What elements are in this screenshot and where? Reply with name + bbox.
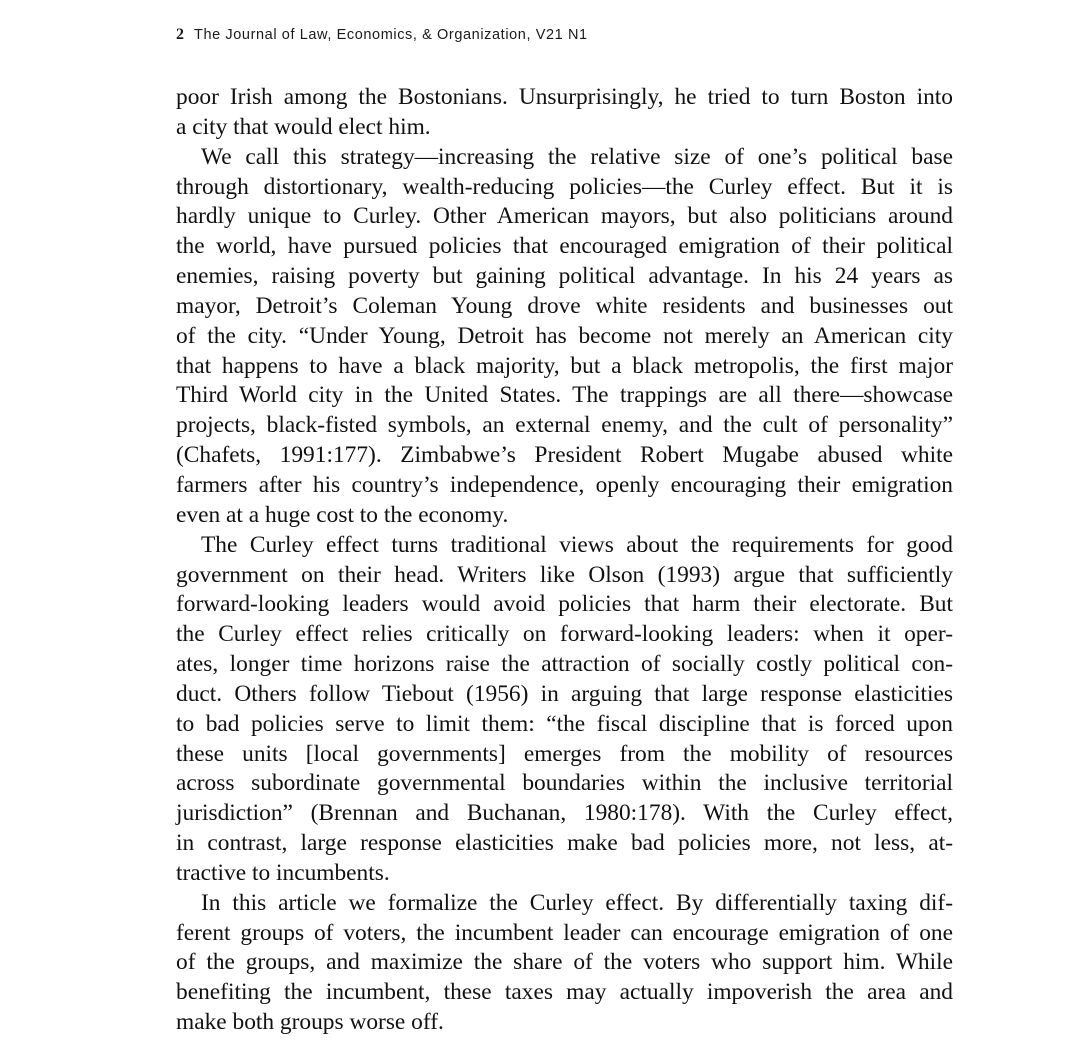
text-line: that happens to have a black majority, but a black metropolis, the first major (176, 352, 953, 379)
page-number: 2 (176, 26, 184, 43)
text-line: We call this strategy—increasing the relative size of one’s political base (201, 143, 953, 170)
text-line: mayor, Detroit’s Coleman Young drove white residents and businesses out (176, 292, 953, 319)
text-line: in contrast, large response elasticities make bad policies more, not less, at- (176, 830, 953, 857)
text-line: poor Irish among the Bostonians. Unsurprisingly, he tried to turn Boston into (176, 84, 953, 110)
text-line: Third World city in the United States. The trappings are all there—showcase (176, 382, 953, 409)
text-line: through distortionary, wealth-reducing policies—the Curley effect. But it is (176, 173, 953, 200)
text-line: tractive to incumbents. (176, 859, 390, 886)
text-line: the Curley effect relies critically on forward-looking leaders: when it oper- (176, 621, 953, 648)
body-text (176, 83, 953, 1038)
text-line: (Chafets, 1991:177). Zimbabwe’s President Robert Mugabe abused white (176, 442, 953, 469)
text-line: farmers after his country’s independence, openly encouraging their emigration (176, 471, 953, 498)
text-line: benefiting the incumbent, these taxes may actually impoverish the area and (176, 979, 953, 1006)
paragraph-3 (176, 531, 953, 889)
text-line: the world, have pursued policies that encouraged emigration of their political (176, 233, 953, 260)
text-line: hardly unique to Curley. Other American mayors, but also politicians around (176, 203, 953, 230)
paragraph-2 (176, 143, 953, 531)
text-line: ates, longer time horizons raise the attraction of socially costly political con- (176, 651, 953, 678)
text-line: government on their head. Writers like Olson (1993) argue that sufficiently (176, 561, 953, 588)
text-line: of the groups, and maximize the share of the voters who support him. While (176, 949, 953, 976)
journal-title: The Journal of Law, Economics, & Organization, V21 N1 (194, 27, 588, 43)
text-line: jurisdiction” (Brennan and Buchanan, 1980:178). With the Curley effect, (176, 800, 953, 827)
running-head (176, 26, 956, 46)
text-line: a city that would elect him. (176, 113, 431, 140)
paragraph-4 (176, 889, 953, 1038)
text-line: In this article we formalize the Curley effect. By differentially taxing dif- (201, 889, 953, 916)
text-line: make both groups worse off. (176, 1009, 444, 1036)
text-line: even at a huge cost to the economy. (176, 501, 509, 528)
text-line: of the city. “Under Young, Detroit has become not merely an American city (176, 322, 953, 349)
text-line: ferent groups of voters, the incumbent leader can encourage emigration of one (176, 919, 953, 946)
text-line: these units [local governments] emerges from the mobility of resources (176, 740, 953, 767)
text-line: The Curley effect turns traditional views about the requirements for good (201, 531, 953, 558)
text-line: duct. Others follow Tiebout (1956) in arguing that large response elasticities (176, 680, 953, 707)
text-line: enemies, raising poverty but gaining political advantage. In his 24 years as (176, 263, 953, 290)
text-line: projects, black-fisted symbols, an external enemy, and the cult of personality” (176, 412, 953, 439)
text-line: across subordinate governmental boundaries within the inclusive territorial (176, 770, 953, 797)
text-line: forward-looking leaders would avoid policies that harm their electorate. But (176, 591, 953, 618)
paragraph-1 (176, 83, 953, 143)
text-line: to bad policies serve to limit them: “the fiscal discipline that is forced upon (176, 710, 953, 737)
